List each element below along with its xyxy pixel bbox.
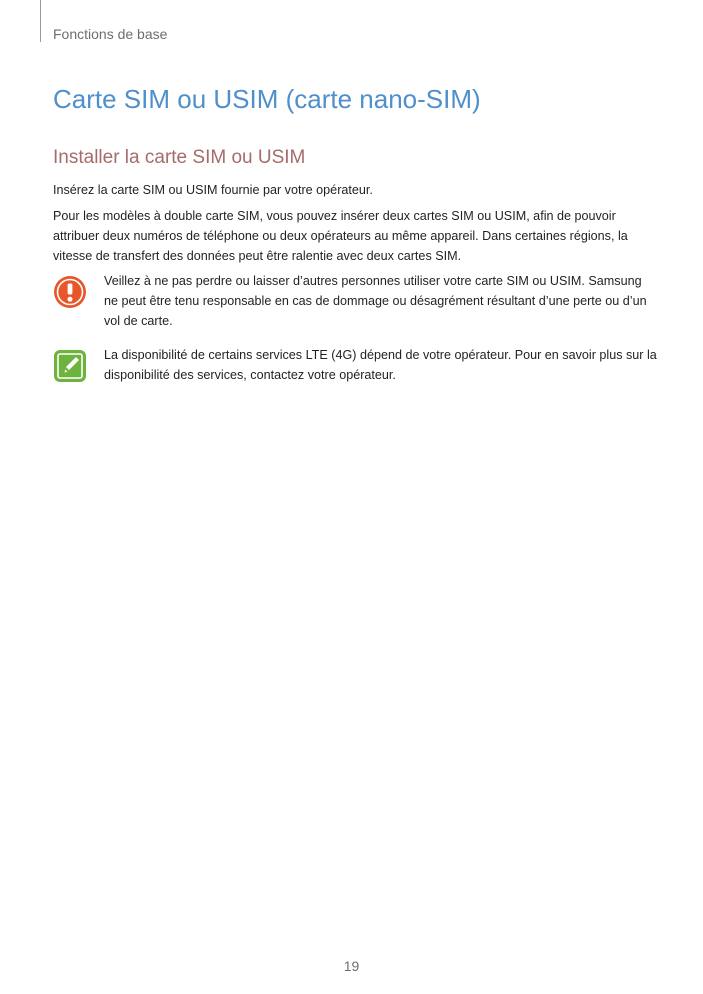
section-title: Installer la carte SIM ou USIM bbox=[53, 147, 306, 168]
caution-note-text: Veillez à ne pas perdre ou laisser d’autres personnes utiliser votre carte SIM ou USIM. Samsung ne peut être tenu responsable en cas de dommage ou désagrément résultant d’une perte ou d’un vol de carte. bbox=[104, 274, 647, 328]
pencil-note-icon bbox=[53, 349, 87, 383]
exclamation-icon bbox=[53, 275, 87, 309]
chapter-title: Carte SIM ou USIM (carte nano-SIM) bbox=[53, 84, 481, 114]
paragraph-insert-card: Insérez la carte SIM ou USIM fournie par votre opérateur. bbox=[53, 183, 373, 197]
paragraph-dual-sim: Pour les modèles à double carte SIM, vous pouvez insérer deux cartes SIM ou USIM, afin de pouvoir attribuer deux numéros de téléphone ou deux opérateurs au même appareil. Dans certaines régions, la vitesse de transfert des données peut être ralentie avec deux cartes SIM. bbox=[53, 209, 628, 263]
header-rule bbox=[40, 0, 41, 42]
info-note-text: La disponibilité de certains services LTE (4G) dépend de votre opérateur. Pour en savoir plus sur la disponibilité des services, contactez votre opérateur. bbox=[104, 348, 657, 382]
page-number: 19 bbox=[343, 958, 360, 974]
running-header: Fonctions de base bbox=[53, 26, 168, 42]
